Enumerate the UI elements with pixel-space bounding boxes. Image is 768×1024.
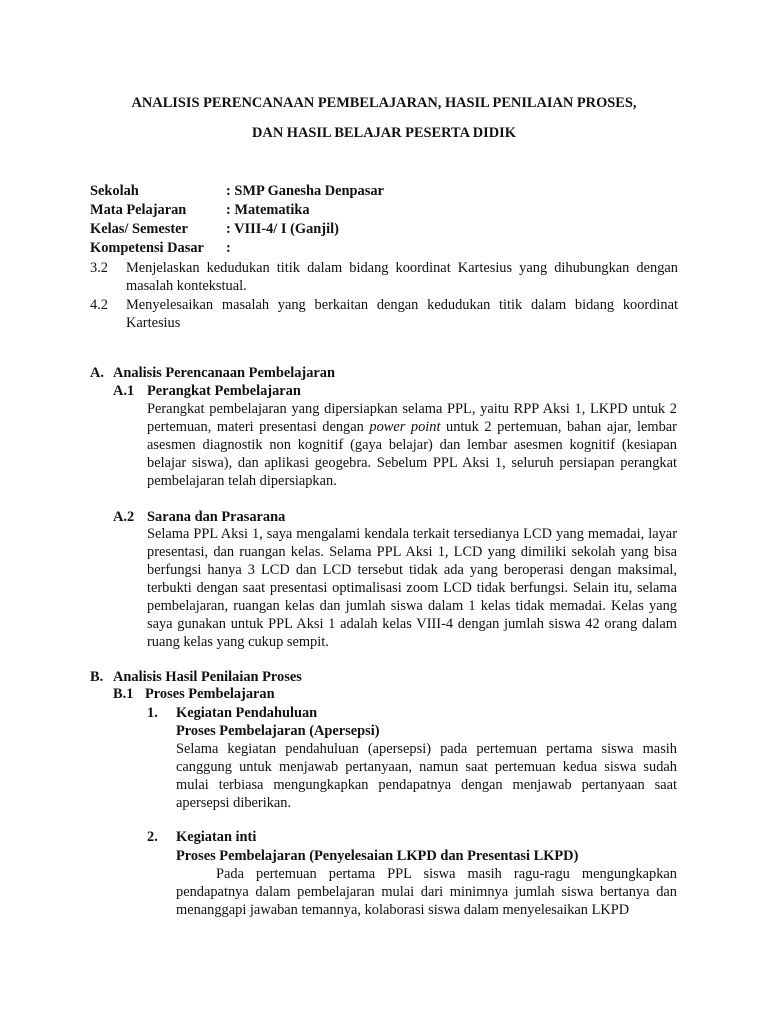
info-label: Kompetensi Dasar: [90, 240, 204, 256]
info-value: : SMP Ganesha Denpasar: [226, 183, 384, 199]
item-paragraph: Pada pertemuan pertama PPL siswa masih ragu-ragu mengungkapkan pendapatnya dalam pembelajaran mulai dari minimnya jumlah siswa bertanya dan menanggapi jawaban temannya, kolaborasi siswa dalam menyelesaikan LKPD: [176, 866, 677, 918]
subsection-title: Proses Pembelajaran: [145, 686, 275, 702]
item-paragraph: Selama kegiatan pendahuluan (apersepsi) pada pertemuan pertama siswa masih canggung untuk menjawab pertanyaan, namun saat pertemuan kedua siswa sudah mulai terbiasa mengungkapkan pendapatnya dengan menjawab pertanyaan saat apersepsi diberikan.: [176, 741, 677, 811]
section-letter: A.: [90, 365, 104, 381]
info-label: Mata Pelajaran: [90, 202, 187, 218]
info-row-school: [90, 182, 690, 201]
subsection-paragraph: [147, 400, 677, 490]
paragraph-text: Perangkat pembelajaran yang dipersiapkan selama PPL, yaitu RPP Aksi 1, LKPD untuk 2 pertemuan, materi presentasi dengan: [147, 401, 677, 435]
item-subtitle: Proses Pembelajaran (Penyelesaian LKPD dan Presentasi LKPD): [176, 848, 579, 864]
info-value: :: [226, 240, 231, 256]
kd-number: 4.2: [90, 297, 108, 313]
info-row-subject: [90, 201, 690, 220]
info-label: Kelas/ Semester: [90, 221, 188, 237]
subsection-number: B.1: [113, 686, 134, 702]
paragraph-text: untuk 2 pertemuan, bahan ajar, lembar asesmen diagnostik non kognitif (gaya belajar) dan lembar asesmen kognitif (kesiapan belajar siswa), dan aplikasi geogebra. Sebelum PPL Aksi 1, seluruh persiapan perangkat pembelajaran telah dipersiapkan.: [147, 419, 677, 489]
kd-number: 3.2: [90, 260, 108, 276]
info-row-competency: [90, 239, 690, 258]
item-title: Kegiatan Pendahuluan: [176, 705, 318, 721]
info-row-class: [90, 220, 690, 239]
kd-text: Menjelaskan kedudukan titik dalam bidang koordinat Kartesius yang dihubungkan dengan masalah kontekstual.: [126, 260, 678, 294]
item-number: 2.: [147, 829, 158, 845]
subsection-number: A.1: [113, 383, 135, 399]
info-value: : Matematika: [226, 202, 310, 218]
document-title-line-2: DAN HASIL BELAJAR PESERTA DIDIK: [252, 125, 516, 141]
item-number: 1.: [147, 705, 158, 721]
info-label: Sekolah: [90, 183, 139, 199]
subsection-paragraph: Selama PPL Aksi 1, saya mengalami kendala terkait tersedianya LCD yang memadai, layar presentasi, dan ruangan kelas. Selama PPL Aksi 1, LCD yang dimiliki sekolah yang bisa berfungsi hanya 3 LCD dan LCD tersebut tidak ada yang beroperasi dengan maksimal, terbukti dengan saat presentasi optimalisasi zoom LCD tidak berfungsi. Selain itu, selama pembelajaran, ruangan kelas dan jumlah siswa dalam 1 kelas tidak memadai. Kelas yang saya gunakan untuk PPL Aksi 1 adalah kelas VIII-4 dengan jumlah siswa 42 orang dalam ruang kelas yang cukup sempit.: [147, 526, 677, 650]
subsection-title: Perangkat Pembelajaran: [147, 383, 301, 399]
item-subtitle: Proses Pembelajaran (Apersepsi): [176, 723, 380, 739]
subsection-title: Sarana dan Prasarana: [147, 509, 286, 525]
section-title: Analisis Perencanaan Pembelajaran: [113, 365, 335, 381]
item-title: Kegiatan inti: [176, 829, 257, 845]
document-title-line-1: ANALISIS PERENCANAAN PEMBELAJARAN, HASIL PENILAIAN PROSES,: [131, 95, 637, 111]
subsection-number: A.2: [113, 509, 135, 525]
section-letter: B.: [90, 669, 104, 685]
info-value: : VIII-4/ I (Ganjil): [226, 221, 339, 237]
section-title: Analisis Hasil Penilaian Proses: [113, 669, 302, 685]
paragraph-italic-text: power point: [369, 419, 441, 435]
kd-text: Menyelesaikan masalah yang berkaitan dengan kedudukan titik dalam bidang koordinat Kartesius: [126, 297, 678, 331]
